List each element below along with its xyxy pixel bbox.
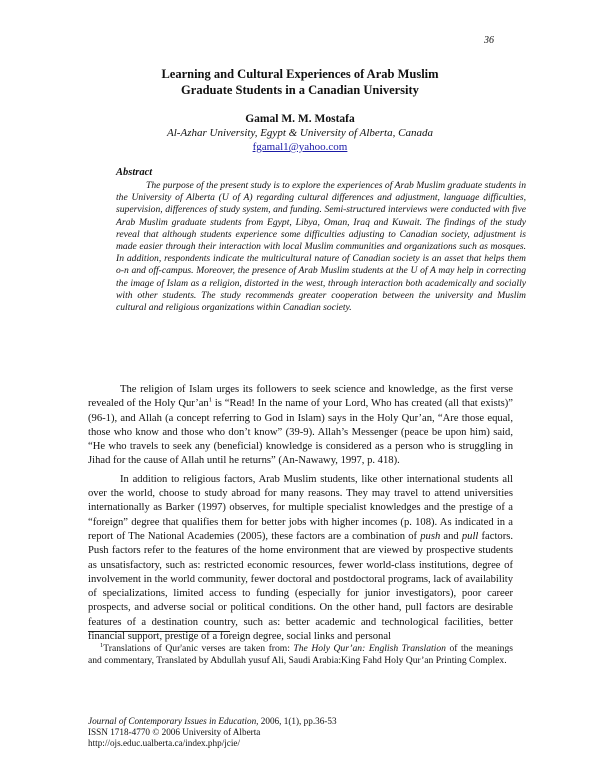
footnote (88, 643, 513, 668)
journal-name: Journal of Contemporary Issues in Education, (88, 716, 259, 726)
para2-part-a: In addition to religious factors, Arab Muslim students, like other international students all over the world, choose to study abroad for many reasons. They may travel to attend universities internationally as Barker (1997) observes, for multiple specialist knowledges and the prestige of a “foreign” degree that qualifies them for better jobs with higher incomes (p. 108). As indicated in a report of The National Academies (2005), these factors are a combination of (88, 473, 513, 542)
journal-citation (88, 716, 337, 727)
title-line-1: Learning and Cultural Experiences of Arab Muslim (161, 67, 439, 81)
footnote-part-a: Translations of Qur'anic verses are taken from: (103, 643, 294, 654)
author-email-link[interactable]: fgamal1@yahoo.com (252, 141, 348, 153)
para1-part-b: is “Read! In the name of your Lord, Who has created (all that exists)” (96-1), and Allah (a concept referring to God in Islam) says in the Holy Qur’an, “Are those equal, those who know and those who don’t know” (39-9). Allah’s Messenger (peace be upon him) said, “He who travels to seek any (beneficial) knowledge is considered as a person who is struggling in Jihad for the cause of Allah until he returns” (An-Nawawy, 1997, p. 418). (88, 398, 513, 467)
title-line-2: Graduate Students in a Canadian University (181, 83, 419, 97)
author-name: Gamal M. M. Mostafa (245, 113, 355, 125)
para1-part-a: The religion of Islam urges its followers to seek science and knowledge, as the first verse revealed of the Holy Qur’an (88, 384, 513, 410)
body-text (88, 383, 513, 648)
abstract-heading: Abstract (116, 167, 153, 178)
author-affiliation: Al-Azhar University, Egypt & University of Alberta, Canada (167, 127, 433, 139)
footnote-part-b: of the meanings and commentary, Translated by Abdullah yusuf Ali, Saudi Arabia:King Fahd Holy Qur’an Printing Complex. (88, 643, 513, 667)
paper-title (0, 66, 600, 98)
pull-term: pull (461, 530, 479, 542)
journal-issn: ISSN 1718-4770 © 2006 University of Alberta (88, 727, 261, 738)
paragraph-1 (88, 383, 513, 469)
push-term: push (420, 530, 441, 542)
abstract-text: The purpose of the present study is to explore the experiences of Arab Muslim graduate students in the University of Alberta (U of A) regarding cultural differences and adjustment, language difficulties, supervision, differences of study system, and funding. Semi-structured interviews were conducted with five Arab Muslim graduate students from Egypt, Libya, Oman, Iraq and Kuwait. The findings of the study reveal that although students experience some difficulties adjusting to Canadian society, adjustment is made easier through their interaction with local Muslim communities and organizations such as mosques. In addition, respondents indicate the multicultural nature of Canadian society is an asset that helps them o-n and off-campus. Moreover, the presence of Arab Muslim students at the U of A may help in correcting the image of Islam as a religion, distorted in the west, through interaction both academically and socially with other students. The study recommends greater cooperation between the university and Muslim cultural and religious organizations within Canadian society. (116, 180, 526, 314)
footnote-ref[interactable]: 1 (208, 396, 212, 404)
page-number: 36 (484, 35, 494, 46)
journal-url[interactable]: http://ojs.educ.ualberta.ca/index.php/jcie/ (88, 738, 241, 749)
footnote-book-title: The Holy Qur’an: English Translation (293, 643, 446, 654)
journal-details: 2006, 1(1), pp.36-53 (258, 716, 337, 726)
journal-info (88, 716, 337, 750)
para2-part-b: factors. Push factors refer to the features of the home environment that are viewed by prospective students as unsatisfactory, such as: restricted economic resources, fewer world-class institutions, degree of involvement in the world community, fewer doctoral and postdoctoral programs, lack of availability of specializations, limited access to funding (especially for junior investigators), poor career prospects, and adverse social or political conditions. On the other hand, pull factors are desirable features of a destination country, such as: better academic and technological facilities, better financial support, prestige of a foreign degree, social links and personal (88, 530, 513, 643)
footnote-divider (88, 631, 230, 632)
footnote-marker: 1 (100, 641, 104, 649)
para2-and: and (440, 530, 462, 542)
paragraph-2 (88, 473, 513, 645)
